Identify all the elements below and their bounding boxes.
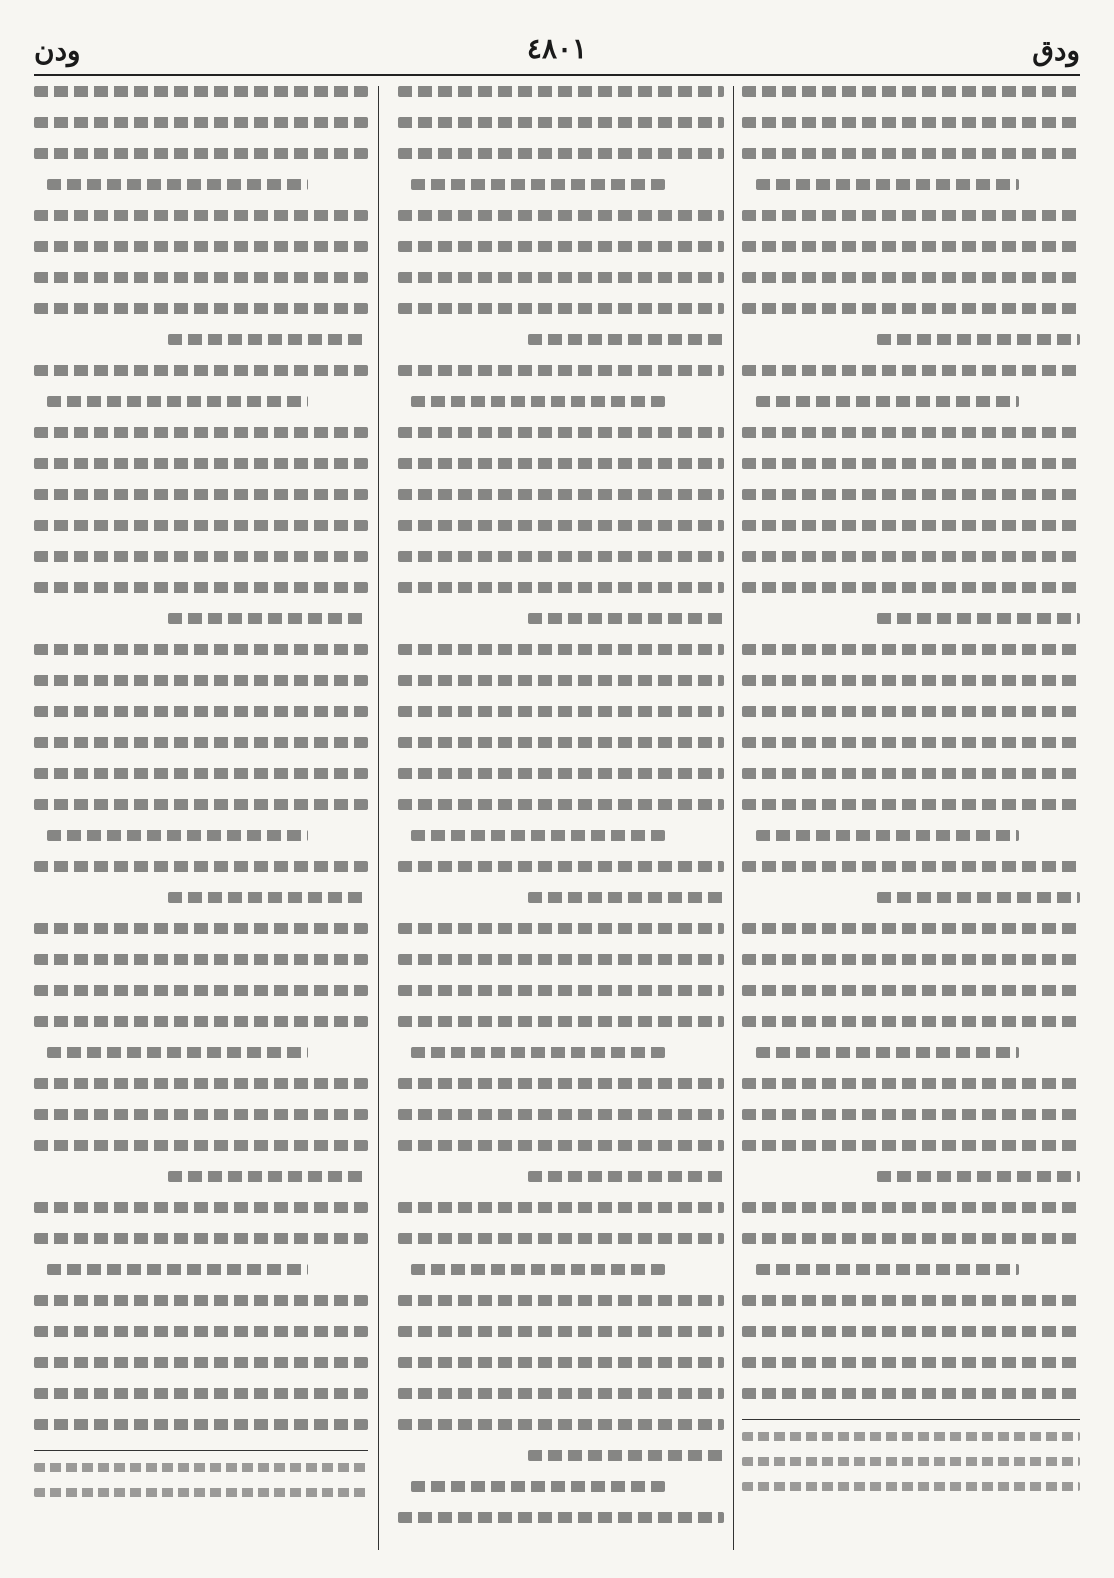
text-line bbox=[47, 396, 308, 407]
text-line bbox=[34, 86, 368, 97]
footnote-rule bbox=[34, 1450, 368, 1451]
text-line bbox=[34, 1078, 368, 1089]
footnote-line bbox=[742, 1482, 1080, 1491]
text-line bbox=[398, 1388, 724, 1399]
text-line bbox=[34, 861, 368, 872]
text-line bbox=[742, 1326, 1080, 1337]
text-line bbox=[742, 303, 1080, 314]
text-line bbox=[34, 799, 368, 810]
text-line bbox=[742, 861, 1080, 872]
text-line bbox=[34, 117, 368, 128]
dictionary-page bbox=[34, 30, 1080, 1550]
text-line bbox=[34, 985, 368, 996]
text-line bbox=[398, 1109, 724, 1120]
text-column-left bbox=[34, 86, 368, 1550]
text-line bbox=[742, 799, 1080, 810]
text-line bbox=[756, 396, 1020, 407]
text-line bbox=[411, 1264, 665, 1275]
text-line bbox=[528, 1450, 724, 1461]
text-line bbox=[398, 1140, 724, 1151]
text-line bbox=[34, 241, 368, 252]
text-line bbox=[34, 1295, 368, 1306]
text-line bbox=[168, 613, 368, 624]
text-line bbox=[756, 1047, 1020, 1058]
text-line bbox=[34, 458, 368, 469]
text-column-middle bbox=[398, 86, 724, 1550]
text-line bbox=[398, 768, 724, 779]
footnote-line bbox=[34, 1488, 368, 1497]
text-line bbox=[168, 892, 368, 903]
text-line bbox=[47, 1047, 308, 1058]
text-line bbox=[742, 489, 1080, 500]
text-line bbox=[398, 675, 724, 686]
text-line bbox=[742, 365, 1080, 376]
text-line bbox=[34, 1326, 368, 1337]
text-line bbox=[398, 582, 724, 593]
text-line bbox=[742, 1202, 1080, 1213]
text-line bbox=[742, 1109, 1080, 1120]
text-line bbox=[742, 985, 1080, 996]
text-line bbox=[742, 117, 1080, 128]
text-line bbox=[742, 1233, 1080, 1244]
text-line bbox=[742, 1388, 1080, 1399]
text-line bbox=[742, 272, 1080, 283]
text-line bbox=[47, 179, 308, 190]
column-divider bbox=[733, 86, 734, 1550]
footnote-line bbox=[742, 1457, 1080, 1466]
text-line bbox=[742, 582, 1080, 593]
text-line bbox=[742, 675, 1080, 686]
text-line bbox=[34, 1419, 368, 1430]
text-line bbox=[398, 148, 724, 159]
text-line bbox=[877, 1171, 1080, 1182]
text-line bbox=[742, 1078, 1080, 1089]
text-line bbox=[742, 954, 1080, 965]
text-line bbox=[398, 551, 724, 562]
text-line bbox=[528, 892, 724, 903]
text-line bbox=[398, 1357, 724, 1368]
text-line bbox=[398, 1326, 724, 1337]
column-divider bbox=[378, 86, 379, 1550]
text-line bbox=[47, 1264, 308, 1275]
text-line bbox=[34, 1388, 368, 1399]
text-line bbox=[877, 334, 1080, 345]
text-line bbox=[398, 954, 724, 965]
text-line bbox=[742, 706, 1080, 717]
text-line bbox=[398, 520, 724, 531]
text-line bbox=[398, 241, 724, 252]
text-line bbox=[34, 954, 368, 965]
text-line bbox=[34, 551, 368, 562]
page-number: ٤٨٠١ bbox=[526, 32, 588, 65]
text-line bbox=[398, 737, 724, 748]
text-line bbox=[411, 830, 665, 841]
text-line bbox=[742, 241, 1080, 252]
text-line bbox=[742, 644, 1080, 655]
text-line bbox=[742, 520, 1080, 531]
text-line bbox=[528, 334, 724, 345]
text-line bbox=[756, 1264, 1020, 1275]
text-line bbox=[34, 1202, 368, 1213]
text-line bbox=[742, 458, 1080, 469]
text-line bbox=[398, 1202, 724, 1213]
text-line bbox=[528, 613, 724, 624]
text-line bbox=[742, 551, 1080, 562]
text-line bbox=[34, 1016, 368, 1027]
text-line bbox=[398, 458, 724, 469]
text-line bbox=[411, 179, 665, 190]
text-line bbox=[742, 427, 1080, 438]
text-line bbox=[34, 1357, 368, 1368]
text-line bbox=[742, 1295, 1080, 1306]
text-line bbox=[742, 148, 1080, 159]
text-line bbox=[742, 1016, 1080, 1027]
text-line bbox=[398, 1512, 724, 1523]
text-line bbox=[742, 923, 1080, 934]
text-line bbox=[742, 86, 1080, 97]
text-line bbox=[34, 923, 368, 934]
text-line bbox=[398, 1016, 724, 1027]
text-line bbox=[34, 582, 368, 593]
text-line bbox=[398, 644, 724, 655]
text-line bbox=[398, 923, 724, 934]
text-line bbox=[411, 1481, 665, 1492]
headword-right: ودق bbox=[1032, 34, 1080, 67]
text-line bbox=[34, 148, 368, 159]
text-line bbox=[168, 1171, 368, 1182]
page-header bbox=[34, 30, 1080, 76]
text-line bbox=[34, 489, 368, 500]
text-line bbox=[398, 1233, 724, 1244]
text-column-right bbox=[742, 86, 1080, 1550]
text-line bbox=[34, 520, 368, 531]
text-line bbox=[398, 1078, 724, 1089]
text-line bbox=[398, 117, 724, 128]
text-line bbox=[411, 1047, 665, 1058]
text-line bbox=[398, 489, 724, 500]
text-line bbox=[34, 706, 368, 717]
text-line bbox=[398, 1419, 724, 1430]
text-line bbox=[34, 737, 368, 748]
text-line bbox=[411, 396, 665, 407]
text-line bbox=[877, 892, 1080, 903]
footnote-line bbox=[34, 1463, 368, 1472]
text-line bbox=[34, 1140, 368, 1151]
text-line bbox=[398, 272, 724, 283]
headword-left: ودن bbox=[34, 34, 81, 67]
text-line bbox=[34, 1109, 368, 1120]
text-line bbox=[398, 427, 724, 438]
footnote-rule bbox=[742, 1419, 1080, 1420]
text-line bbox=[34, 303, 368, 314]
text-line bbox=[34, 768, 368, 779]
text-line bbox=[47, 830, 308, 841]
text-line bbox=[34, 1233, 368, 1244]
text-line bbox=[742, 210, 1080, 221]
text-line bbox=[742, 737, 1080, 748]
text-line bbox=[877, 613, 1080, 624]
text-line bbox=[168, 334, 368, 345]
text-line bbox=[742, 1357, 1080, 1368]
text-line bbox=[398, 303, 724, 314]
text-line bbox=[742, 1140, 1080, 1151]
text-line bbox=[756, 179, 1020, 190]
text-line bbox=[398, 86, 724, 97]
text-line bbox=[398, 861, 724, 872]
footnote-line bbox=[742, 1432, 1080, 1441]
text-line bbox=[398, 1295, 724, 1306]
text-line bbox=[742, 768, 1080, 779]
text-line bbox=[34, 427, 368, 438]
text-line bbox=[34, 365, 368, 376]
text-line bbox=[398, 985, 724, 996]
text-line bbox=[756, 830, 1020, 841]
text-line bbox=[528, 1171, 724, 1182]
text-line bbox=[398, 365, 724, 376]
text-line bbox=[398, 799, 724, 810]
text-line bbox=[34, 210, 368, 221]
text-line bbox=[398, 210, 724, 221]
text-line bbox=[34, 272, 368, 283]
text-line bbox=[34, 644, 368, 655]
text-line bbox=[34, 675, 368, 686]
text-line bbox=[398, 706, 724, 717]
